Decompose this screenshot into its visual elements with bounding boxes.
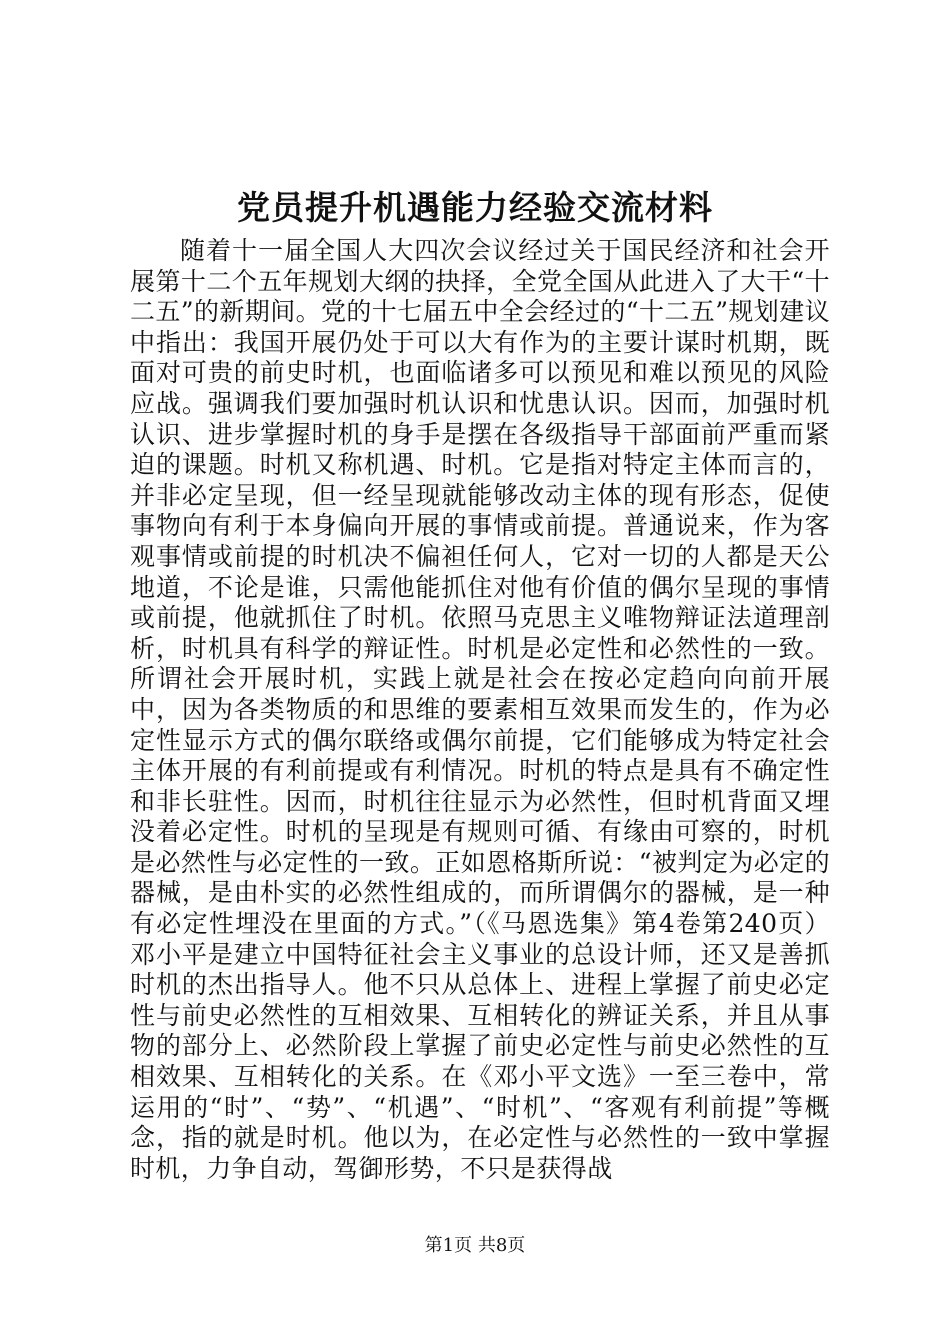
document-title: 党员提升机遇能力经验交流材料 xyxy=(237,188,713,227)
document-body-paragraph: 随着十一届全国人大四次会议经过关于国民经济和社会开展第十二个五年规划大纲的抉择，全党全国从此进入了大干“十二五”的新期间。党的十七届五中全会经过的“十二五”规划建议中指出：我国开展仍处于可以大有作为的主要计谋时机期，既面对可贵的前史时机，也面临诸多可以预见和难以预见的风险应战。强调我们要加强时机认识和忧患认识。因而，加强时机认识、进步掌握时机的身手是摆在各级指导干部面前严重而紧迫的课题。时机又称机遇、时机。它是指对特定主体而言的，并非必定呈现，但一经呈现就能够改动主体的现有形态，促使事物向有利于本身偏向开展的事情或前提。普通说来，作为客观事情或前提的时机决不偏袒任何人，它对一切的人都是天公地道，不论是谁，只需他能抓住对他有价值的偶尔呈现的事情或前提，他就抓住了时机。依照马克思主义唯物辩证法道理剖析，时机具有科学的辩证性。时机是必定性和必然性的一致。所谓社会开展时机，实践上就是社会在按必定趋向向前开展中，因为各类物质的和思维的要素相互效果而发生的，作为必定性显示方式的偶尔联络或偶尔前提，它们能够成为特定社会主体开展的有利前提或有利情况。时机的特点是具有不确定性和非长驻性。因而，时机往往显示为必然性，但时机背面又埋没着必定性。时机的呈现是有规则可循、有缘由可察的，时机是必然性与必定性的一致。正如恩格斯所说：“被判定为必定的器械，是由朴实的必然性组成的，而所谓偶尔的器械，是一种有必定性埋没在里面的方式。”（《马恩选集》第4卷第240页）邓小平是建立中国特征社会主义事业的总设计师，还又是善抓时机的杰出指导人。他不只从总体上、进程上掌握了前史必定性与前史必然性的互相效果、互相转化的辨证关系，并且从事物的部分上、必然阶段上掌握了前史必定性与前史必然性的互相效果、互相转化的关系。在《邓小平文选》一至三卷中，常运用的“时”、“势”、“机遇”、“时机”、“客观有利前提”等概念，指的就是时机。他以为，在必定性与必然性的一致中掌握时机，力争自动，驾御形势，不只是获得战 xyxy=(130,236,830,1183)
page-number-footer: 第1页 共8页 xyxy=(424,1235,526,1256)
